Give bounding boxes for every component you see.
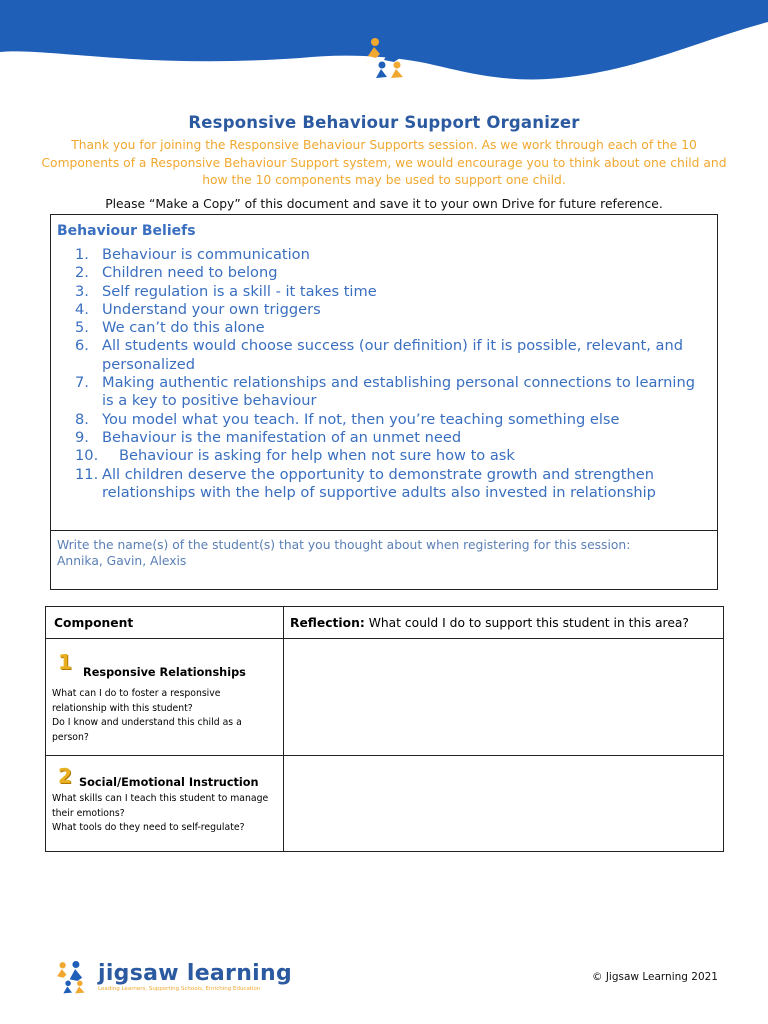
brand-name: jigsaw learning — [98, 961, 293, 986]
jigsaw-logo-icon — [364, 34, 410, 80]
beliefs-box — [50, 214, 718, 590]
reflection-header-rest: What could I do to support this student in this area? — [364, 615, 689, 630]
students-value[interactable]: Annika, Gavin, Alexis — [57, 554, 187, 568]
intro-text: Thank you for joining the Responsive Behaviour Supports session. As we work through each of the 10 Components of a Responsive Behaviour Support system, we would encourage you to think about one child and how the 10 components may be used to support one child. — [41, 138, 727, 187]
belief-text: All children deserve the opportunity to demonstrate growth and strengthen relationships with the help of supportive adults also invested in relationship — [102, 465, 656, 501]
belief-number: 5. — [75, 319, 89, 337]
copyright-text: © Jigsaw Learning 2021 — [592, 971, 718, 983]
belief-item — [75, 429, 711, 447]
belief-text: Understand your own triggers — [102, 300, 321, 318]
table-header-row — [46, 607, 724, 639]
component-questions-2: What skills can I teach this student to manage their emotions? What tools do they need to self-regulate? — [52, 793, 269, 833]
belief-item — [75, 301, 711, 319]
number-two-icon: 2 — [58, 764, 72, 788]
belief-text: Children need to belong — [102, 264, 278, 282]
belief-item — [75, 466, 711, 503]
belief-number: 11. — [75, 465, 99, 483]
copy-note: Please “Make a Copy” of this document and save it to your own Drive for future reference. — [105, 197, 663, 211]
number-one-icon: 1 — [58, 650, 72, 674]
belief-item — [75, 264, 711, 282]
component-name-1: Responsive Relationships — [83, 666, 246, 679]
belief-number: 3. — [75, 282, 89, 300]
belief-text: You model what you teach. If not, then you’re teaching something else — [102, 410, 620, 428]
reflection-header-bold: Reflection: — [290, 615, 365, 630]
belief-text: Behaviour is asking for help when not sure how to ask — [119, 447, 515, 465]
reflection-cell-2[interactable] — [284, 756, 724, 852]
belief-text: We can’t do this alone — [102, 319, 265, 337]
belief-text: Behaviour is the manifestation of an unmet need — [102, 428, 462, 446]
table-row — [46, 639, 724, 756]
beliefs-list — [75, 246, 711, 502]
students-label: Write the name(s) of the student(s) that you thought about when registering for this session: — [57, 538, 631, 552]
belief-number: 2. — [75, 264, 89, 282]
belief-number: 4. — [75, 300, 89, 318]
belief-text: Self regulation is a skill - it takes time — [102, 282, 377, 300]
belief-number: 8. — [75, 410, 89, 428]
beliefs-title: Behaviour Beliefs — [57, 223, 196, 239]
beliefs-divider — [51, 530, 717, 531]
reflection-cell-1[interactable] — [284, 639, 724, 756]
belief-number: 10. — [75, 447, 99, 465]
belief-number: 7. — [75, 374, 89, 392]
belief-number: 6. — [75, 337, 89, 355]
belief-item — [75, 447, 711, 465]
components-table — [45, 606, 724, 852]
reflection-header — [284, 607, 724, 639]
belief-item — [75, 411, 711, 429]
belief-item — [75, 246, 711, 264]
belief-item — [75, 337, 711, 374]
component-questions-1: What can I do to foster a responsive relationship with this student? Do I know and understand this child as a person? — [52, 688, 242, 743]
belief-number: 9. — [75, 428, 89, 446]
belief-item — [75, 374, 711, 411]
component-cell-1 — [46, 639, 284, 756]
belief-text: Behaviour is communication — [102, 246, 310, 263]
component-header: Component — [46, 607, 284, 639]
belief-text: All students would choose success (our definition) if it is possible, relevant, and personalized — [102, 337, 683, 373]
brand-tagline: Leading Learners, Supporting Schools, Enriching Education — [98, 986, 261, 992]
belief-text: Making authentic relationships and establishing personal connections to learning is a key to positive behaviour — [102, 374, 695, 410]
component-name-2: Social/Emotional Instruction — [79, 776, 259, 789]
belief-number: 1. — [75, 246, 89, 263]
table-row — [46, 756, 724, 852]
document-title: Responsive Behaviour Support Organizer — [188, 113, 580, 132]
jigsaw-footer-logo-icon — [54, 959, 90, 995]
belief-item — [75, 319, 711, 337]
belief-item — [75, 283, 711, 301]
component-cell-2 — [46, 756, 284, 852]
